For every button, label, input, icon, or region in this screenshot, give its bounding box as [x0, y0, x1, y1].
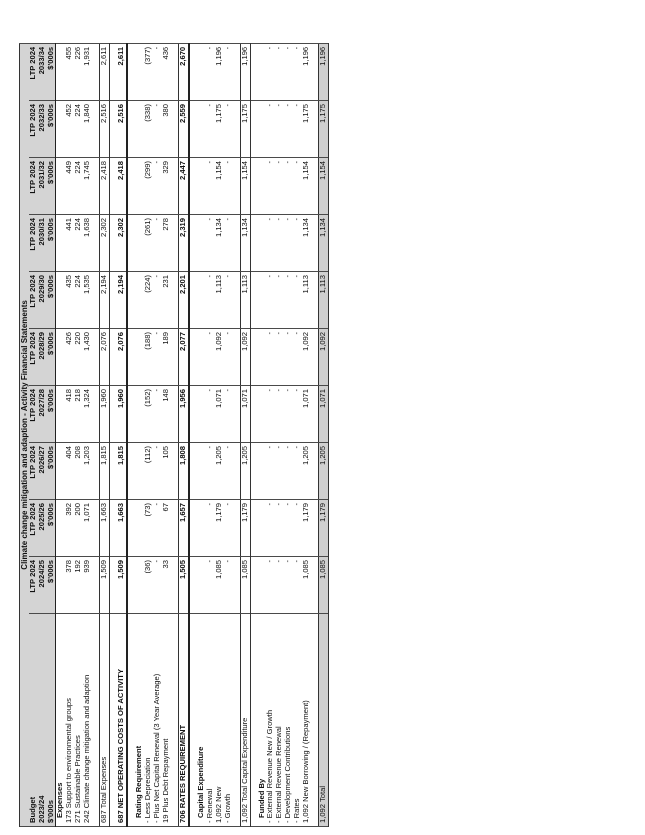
row-label: - External Revenue Renewal [275, 614, 284, 827]
header-cell: LTP 2024 [29, 215, 38, 272]
header-cell: $'000s [47, 158, 56, 215]
value-cell: 2,302 [117, 215, 127, 272]
value-cell: 2,194 [117, 272, 127, 329]
value-cell: 1,113 [319, 272, 329, 329]
value-cell: - [266, 215, 275, 272]
value-cell: - [266, 329, 275, 386]
section-heading: Capital Expenditure [197, 614, 206, 827]
value-cell: 1,113 [215, 272, 224, 329]
value-cell: 2,319 [178, 215, 189, 272]
header-cell: LTP 2024 [29, 443, 38, 500]
row-label: - Plus Net Capital Renewal (3 Year Average) [153, 614, 162, 827]
value-cell: 329 [162, 158, 171, 215]
value-cell: - [266, 386, 275, 443]
header-budget: Budget [29, 614, 38, 827]
header-budget-year: 2023/24 [38, 614, 47, 827]
section-heading: Rating Requirement [135, 614, 144, 827]
value-cell: - [266, 500, 275, 557]
value-cell: 1,113 [302, 272, 311, 329]
value-cell: 192 [74, 557, 83, 614]
value-cell: - [206, 329, 215, 386]
header-cell: $'000s [47, 500, 56, 557]
row-label: 242 Climate change mitigation and adaption [83, 614, 92, 827]
value-cell: 2,611 [100, 43, 110, 100]
value-cell: 224 [74, 272, 83, 329]
row-label: 19 Plus Debt Repayment [162, 614, 171, 827]
value-cell: - [206, 500, 215, 557]
value-cell: 1,179 [319, 500, 329, 557]
value-cell: - [224, 500, 233, 557]
value-cell: 1,196 [215, 43, 224, 100]
value-cell: 2,201 [178, 272, 189, 329]
header-cell: $'000s [47, 43, 56, 100]
value-cell: 1,657 [178, 500, 189, 557]
header-cell: LTP 2024 [29, 557, 38, 614]
value-cell: - [275, 500, 284, 557]
value-cell: 435 [65, 272, 74, 329]
value-cell: 67 [162, 500, 171, 557]
value-cell: 189 [162, 329, 171, 386]
row-label: 1,092 New Borrowing / (Repayment) [302, 614, 311, 827]
row-label: 706 RATES REQUIREMENT [178, 614, 189, 827]
header-cell: LTP 2024 [29, 101, 38, 158]
value-cell: 220 [74, 329, 83, 386]
header-row-3 [47, 43, 56, 826]
value-cell: - [275, 272, 284, 329]
value-cell: - [153, 101, 162, 158]
header-cell: 2026/27 [38, 443, 47, 500]
value-cell: - [275, 443, 284, 500]
value-cell: 441 [65, 215, 74, 272]
header-cell: $'000s [47, 557, 56, 614]
value-cell: - [153, 500, 162, 557]
value-cell: - [266, 158, 275, 215]
value-cell: 278 [162, 215, 171, 272]
value-cell: - [206, 43, 215, 100]
value-cell: 1,071 [319, 386, 329, 443]
header-cell: 2025/26 [38, 500, 47, 557]
value-cell: 1,085 [319, 557, 329, 614]
table-row [302, 43, 311, 826]
row-label: - Less Depreciation [144, 614, 153, 827]
value-cell: - [275, 215, 284, 272]
value-cell: 1,931 [83, 43, 92, 100]
header-cell: 2032/33 [38, 101, 47, 158]
value-cell: 452 [65, 101, 74, 158]
header-budget-unit: $'000s [47, 614, 56, 827]
row-label: 687 NET OPERATING COSTS OF ACTIVITY [117, 614, 127, 827]
value-cell: (112) [144, 443, 153, 500]
value-cell: 1,205 [319, 443, 329, 500]
value-cell: 224 [74, 158, 83, 215]
value-cell: 1,205 [240, 443, 250, 500]
value-cell: - [284, 557, 293, 614]
value-cell: 1,196 [240, 43, 250, 100]
value-cell: 436 [162, 43, 171, 100]
value-cell: - [284, 101, 293, 158]
value-cell: 2,302 [100, 215, 110, 272]
value-cell: - [275, 557, 284, 614]
value-cell: 2,516 [100, 101, 110, 158]
table-row [100, 43, 110, 826]
row-label: - Renewal [206, 614, 215, 827]
value-cell: 1,085 [215, 557, 224, 614]
value-cell: 1,505 [178, 557, 189, 614]
value-cell: - [224, 215, 233, 272]
header-cell: 2030/31 [38, 215, 47, 272]
section-heading: Funded By [258, 614, 267, 827]
header-cell: LTP 2024 [29, 158, 38, 215]
value-cell: - [284, 272, 293, 329]
value-cell: - [293, 101, 302, 158]
value-cell: - [284, 43, 293, 100]
row-label: 687 Total Expenses [100, 614, 110, 827]
row-label: - External Revenue New / Growth [266, 614, 275, 827]
value-cell: (224) [144, 272, 153, 329]
header-cell: LTP 2024 [29, 500, 38, 557]
header-cell: LTP 2024 [29, 386, 38, 443]
value-cell: 1,324 [83, 386, 92, 443]
value-cell: - [275, 386, 284, 443]
value-cell: 418 [65, 386, 74, 443]
value-cell: - [284, 443, 293, 500]
value-cell: 2,559 [178, 101, 189, 158]
value-cell: - [153, 557, 162, 614]
value-cell: 1,203 [83, 443, 92, 500]
value-cell: - [293, 43, 302, 100]
value-cell: 1,154 [302, 158, 311, 215]
row-label: 1,092 Total Capital Expenditure [240, 614, 250, 827]
value-cell: - [224, 329, 233, 386]
value-cell: 1,808 [178, 443, 189, 500]
value-cell: 455 [65, 43, 74, 100]
value-cell: - [284, 329, 293, 386]
row-label: - Growth [224, 614, 233, 827]
value-cell: - [284, 386, 293, 443]
section-heading: Expenses [56, 614, 65, 827]
value-cell: 392 [65, 500, 74, 557]
header-cell: $'000s [47, 386, 56, 443]
value-cell: - [153, 329, 162, 386]
value-cell: 2,447 [178, 158, 189, 215]
value-cell: - [293, 386, 302, 443]
value-cell: - [153, 43, 162, 100]
value-cell: (338) [144, 101, 153, 158]
value-cell: 224 [74, 215, 83, 272]
value-cell: - [153, 158, 162, 215]
value-cell: (261) [144, 215, 153, 272]
value-cell: - [206, 443, 215, 500]
value-cell: 1,509 [117, 557, 127, 614]
value-cell: - [224, 101, 233, 158]
value-cell: 1,092 [215, 329, 224, 386]
value-cell: - [293, 500, 302, 557]
value-cell: 2,418 [117, 158, 127, 215]
row-label: 173 Support to environmental groups [65, 614, 74, 827]
value-cell: 1,509 [100, 557, 110, 614]
value-cell: (36) [144, 557, 153, 614]
value-cell: 380 [162, 101, 171, 158]
value-cell: 2,670 [178, 43, 189, 100]
value-cell: 200 [74, 500, 83, 557]
value-cell: 1,956 [178, 386, 189, 443]
header-cell: 2029/30 [38, 272, 47, 329]
value-cell: - [266, 557, 275, 614]
value-cell: - [206, 386, 215, 443]
value-cell: - [224, 386, 233, 443]
value-cell: - [224, 272, 233, 329]
value-cell: - [266, 443, 275, 500]
value-cell: - [284, 158, 293, 215]
table-row [83, 43, 92, 826]
value-cell: 1,085 [240, 557, 250, 614]
table-row [117, 43, 127, 826]
value-cell: - [266, 272, 275, 329]
value-cell: - [293, 443, 302, 500]
row-label: 1,092 Total [319, 614, 329, 827]
value-cell: 105 [162, 443, 171, 500]
header-cell: $'000s [47, 272, 56, 329]
header-cell: 2027/28 [38, 386, 47, 443]
header-cell: $'000s [47, 329, 56, 386]
value-cell: - [224, 557, 233, 614]
value-cell: 378 [65, 557, 74, 614]
value-cell: 224 [74, 101, 83, 158]
value-cell: 218 [74, 386, 83, 443]
value-cell: 1,815 [117, 443, 127, 500]
table-title: Climate change mitigation and adaption - Activity Financial Statements [20, 43, 30, 826]
value-cell: 1,179 [302, 500, 311, 557]
value-cell: - [206, 272, 215, 329]
value-cell: 1,134 [215, 215, 224, 272]
value-cell: 1,663 [100, 500, 110, 557]
value-cell: - [224, 158, 233, 215]
value-cell: 1,205 [215, 443, 224, 500]
value-cell: 404 [65, 443, 74, 500]
value-cell: - [153, 386, 162, 443]
value-cell: 1,092 [319, 329, 329, 386]
value-cell: 1,179 [215, 500, 224, 557]
value-cell: (188) [144, 329, 153, 386]
value-cell: 1,092 [240, 329, 250, 386]
value-cell: 1,085 [302, 557, 311, 614]
value-cell: (152) [144, 386, 153, 443]
table-row [224, 43, 233, 826]
value-cell: - [206, 158, 215, 215]
value-cell: - [153, 272, 162, 329]
value-cell: 1,071 [215, 386, 224, 443]
value-cell: - [206, 101, 215, 158]
value-cell: 2,076 [100, 329, 110, 386]
header-cell: 2024/25 [38, 557, 47, 614]
value-cell: 1,840 [83, 101, 92, 158]
header-cell: $'000s [47, 215, 56, 272]
value-cell: - [266, 43, 275, 100]
value-cell: 1,745 [83, 158, 92, 215]
table-row [178, 43, 189, 826]
value-cell: - [293, 158, 302, 215]
row-label: 1,092 New [215, 614, 224, 827]
value-cell: 1,663 [117, 500, 127, 557]
header-cell: 2028/29 [38, 329, 47, 386]
value-cell: 1,113 [240, 272, 250, 329]
value-cell: 1,071 [302, 386, 311, 443]
value-cell: - [293, 215, 302, 272]
value-cell: - [284, 500, 293, 557]
header-cell: $'000s [47, 101, 56, 158]
value-cell: 208 [74, 443, 83, 500]
value-cell: (377) [144, 43, 153, 100]
value-cell: - [224, 43, 233, 100]
value-cell: 226 [74, 43, 83, 100]
value-cell: - [293, 557, 302, 614]
value-cell: 2,076 [117, 329, 127, 386]
value-cell: 449 [65, 158, 74, 215]
value-cell: 2,077 [178, 329, 189, 386]
value-cell: 1,535 [83, 272, 92, 329]
value-cell: 1,175 [240, 101, 250, 158]
value-cell: - [153, 215, 162, 272]
value-cell: 2,418 [100, 158, 110, 215]
value-cell: 33 [162, 557, 171, 614]
value-cell: - [293, 329, 302, 386]
value-cell: 1,196 [302, 43, 311, 100]
value-cell: (299) [144, 158, 153, 215]
value-cell: 1,196 [319, 43, 329, 100]
value-cell: 2,516 [117, 101, 127, 158]
value-cell: - [275, 101, 284, 158]
value-cell: 1,960 [117, 386, 127, 443]
value-cell: 1,960 [100, 386, 110, 443]
value-cell: 1,205 [302, 443, 311, 500]
row-label: - Rates [293, 614, 302, 827]
value-cell: - [224, 443, 233, 500]
value-cell: 1,134 [302, 215, 311, 272]
header-cell: 2031/32 [38, 158, 47, 215]
value-cell: 1,154 [240, 158, 250, 215]
table-row [162, 43, 171, 826]
value-cell: 231 [162, 272, 171, 329]
value-cell: 1,154 [215, 158, 224, 215]
header-cell: 2033/34 [38, 43, 47, 100]
value-cell: 939 [83, 557, 92, 614]
value-cell: 2,194 [100, 272, 110, 329]
value-cell: 1,815 [100, 443, 110, 500]
value-cell: 148 [162, 386, 171, 443]
value-cell: - [266, 101, 275, 158]
value-cell: 1,638 [83, 215, 92, 272]
value-cell: - [275, 43, 284, 100]
value-cell: - [206, 557, 215, 614]
value-cell: 1,175 [215, 101, 224, 158]
value-cell: 1,154 [319, 158, 329, 215]
value-cell: 1,092 [302, 329, 311, 386]
value-cell: - [206, 215, 215, 272]
value-cell: 426 [65, 329, 74, 386]
value-cell: 2,611 [117, 43, 127, 100]
value-cell: 1,175 [319, 101, 329, 158]
value-cell: 1,179 [240, 500, 250, 557]
value-cell: 1,175 [302, 101, 311, 158]
header-cell: LTP 2024 [29, 329, 38, 386]
value-cell: 1,430 [83, 329, 92, 386]
row-label: - Development Contributions [284, 614, 293, 827]
value-cell: 1,134 [319, 215, 329, 272]
table-row [319, 43, 329, 826]
header-cell: LTP 2024 [29, 43, 38, 100]
value-cell: - [275, 329, 284, 386]
header-cell: $'000s [47, 443, 56, 500]
table-row [240, 43, 250, 826]
row-label: 271 Sustainable Practices [74, 614, 83, 827]
value-cell: - [275, 158, 284, 215]
value-cell: 1,071 [83, 500, 92, 557]
activity-financial-statements-table [19, 43, 329, 827]
value-cell: (73) [144, 500, 153, 557]
value-cell: - [284, 215, 293, 272]
value-cell: - [293, 272, 302, 329]
value-cell: - [153, 443, 162, 500]
value-cell: 1,071 [240, 386, 250, 443]
value-cell: 1,134 [240, 215, 250, 272]
header-cell: LTP 2024 [29, 272, 38, 329]
